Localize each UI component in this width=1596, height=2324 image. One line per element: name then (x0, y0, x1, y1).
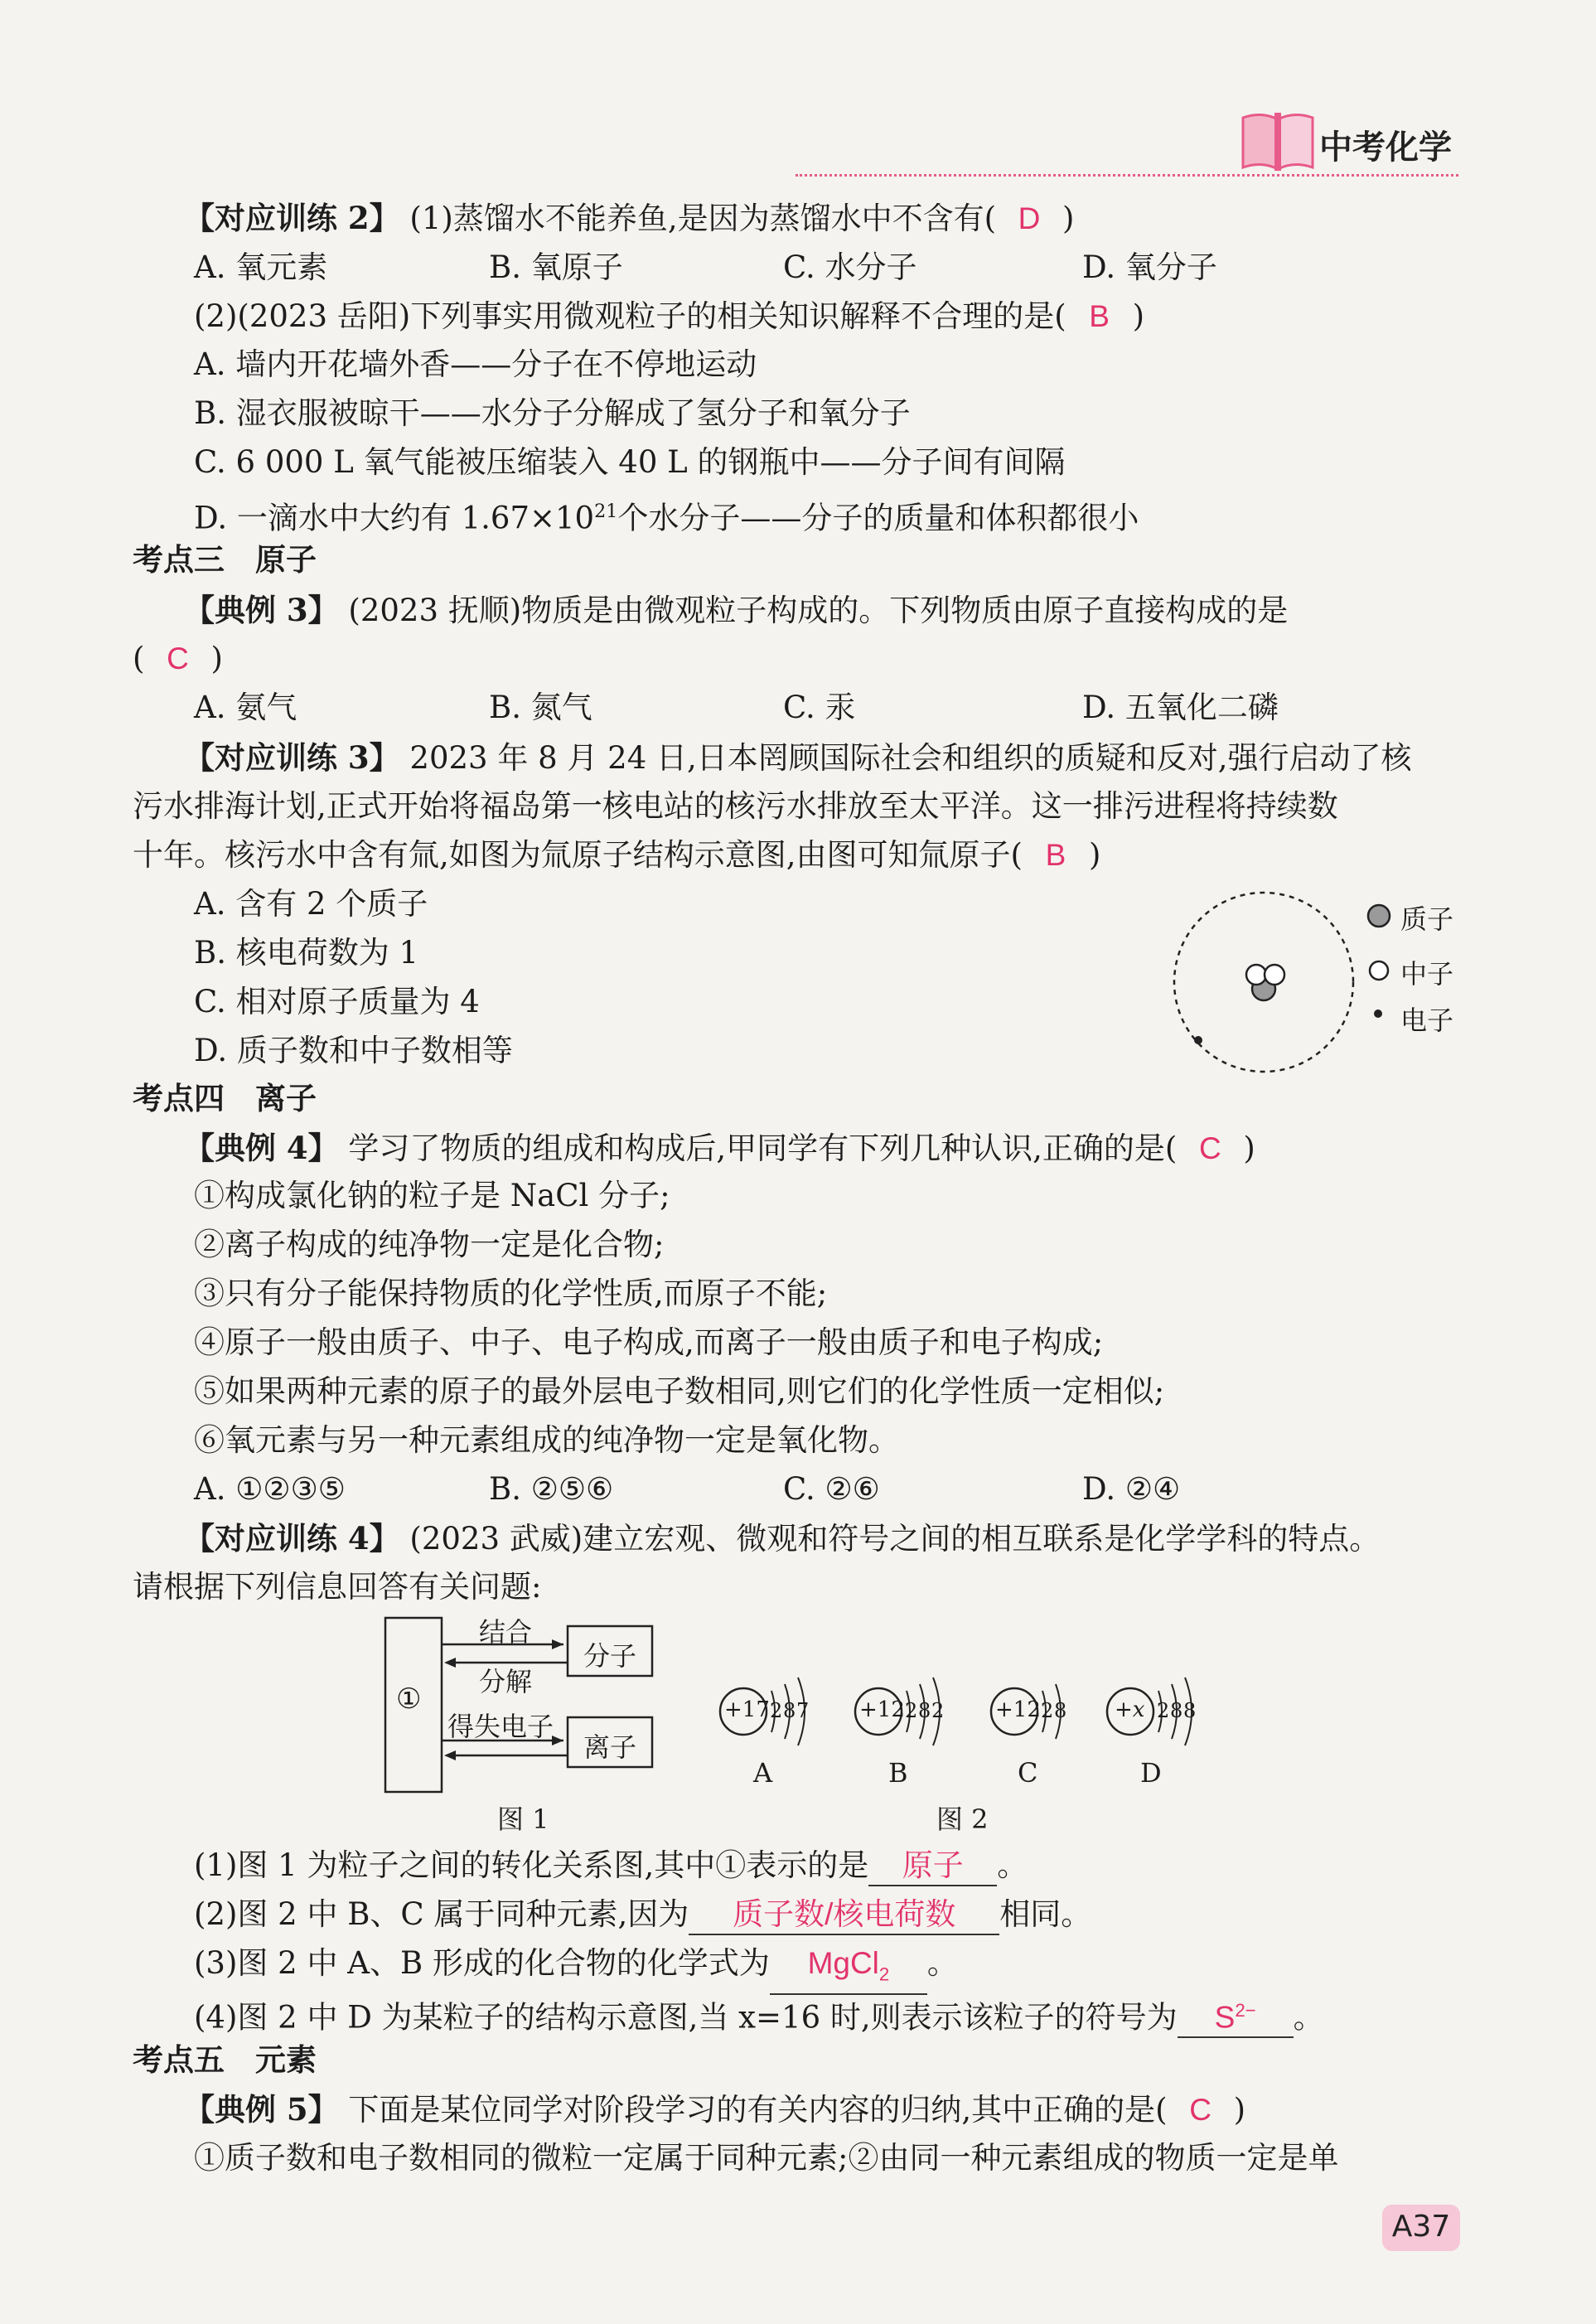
atom-d-shell1: 2 (1157, 1699, 1170, 1722)
electron-dot (1194, 1036, 1202, 1044)
atom-d-nucleus: +x (1115, 1697, 1145, 1722)
train2-q2-close: ) (1132, 298, 1145, 334)
tritium-atom-diagram (1160, 879, 1367, 1086)
train3-opt-b: B. 核电荷数为 1 (194, 935, 419, 971)
section-5-title: 考点五 元素 (133, 2042, 317, 2078)
train2-q2-text: (2)(2023 岳阳)下列事实用微观粒子的相关知识解释不合理的是( (194, 298, 1066, 334)
train2-q1-text: (1)蒸馏水不能养鱼,是因为蒸馏水中不含有( (409, 201, 997, 236)
example3-answer: C (167, 642, 189, 675)
example5-label: 【典例 5】 (184, 2091, 339, 2128)
legend-electron: 电子 (1400, 1005, 1454, 1036)
train3-text1: 2023 年 8 月 24 日,日本罔顾国际社会和组织的质疑和反对,强行启动了核 (409, 740, 1412, 776)
train4-q2-text: (2)图 2 中 B、C 属于同种元素,因为 (194, 1896, 689, 1932)
train3-opt-c: C. 相对原子质量为 4 (194, 984, 480, 1019)
legend-proton: 质子 (1400, 903, 1454, 935)
atom-b-shell2: 8 (918, 1699, 931, 1722)
atom-a (717, 1674, 816, 1789)
example4-opt-b: B. ②⑤⑥ (489, 1471, 614, 1507)
train4-q4 (194, 1992, 1324, 2038)
example5-line2: ①质子数和电子数相同的微粒一定属于同种元素;②由同一种元素组成的物质一定是单 (194, 2140, 1339, 2176)
train4-q3 (194, 1943, 958, 1995)
figure1-label-electron: 得失电子 (447, 1711, 554, 1742)
train4-q4-answer-base: S (1214, 2000, 1236, 2035)
train4-q1-answer: 原子 (868, 1847, 997, 1886)
neutron-legend-icon (1366, 958, 1391, 983)
example4-item-3: ③只有分子能保持物质的化学性质,而原子不能; (194, 1276, 828, 1311)
train4-q1-end: 。 (997, 1847, 1028, 1883)
example5 (184, 2089, 1245, 2131)
atom-d-shell3: 8 (1183, 1699, 1197, 1722)
train4-q4-text: (4)图 2 中 D 为某粒子的结构示意图,当 x=16 时,则表示该粒子的符号为 (194, 1999, 1178, 2036)
section-3-title: 考点三 原子 (133, 542, 317, 578)
figure1-box-molecule: 分子 (583, 1640, 637, 1672)
train2-q1-opt-c: C. 水分子 (783, 249, 917, 285)
neutron-dot-2 (1265, 965, 1284, 985)
atom-b-shell3: 2 (931, 1699, 945, 1722)
atom-d-label: D (1140, 1757, 1162, 1789)
atom-a-label: A (753, 1757, 773, 1789)
example4 (184, 1127, 1255, 1169)
example4-opt-c: C. ②⑥ (783, 1471, 880, 1507)
figure1-center: ① (396, 1682, 422, 1716)
example4-label: 【典例 4】 (184, 1130, 339, 1166)
page-number: A37 (1391, 2210, 1451, 2244)
example3-opt-a: A. 氨气 (194, 690, 297, 725)
train2-q2-answer: B (1089, 299, 1110, 333)
train4-text1: (2023 武威)建立宏观、微观和符号之间的相互联系是化学学科的特点。 (409, 1521, 1381, 1557)
atom-a-shell3: 7 (796, 1699, 810, 1722)
train4-q2 (194, 1894, 1091, 1935)
train4-q3-text: (3)图 2 中 A、B 形成的化合物的化学式为 (194, 1945, 770, 1981)
train3-line2: 污水排海计划,正式开始将福岛第一核电站的核污水排放至太平洋。这一排污进程将持续数 (133, 788, 1338, 824)
page-number-badge (1382, 2205, 1460, 2251)
atom-d (1104, 1674, 1203, 1789)
header-title: 中考化学 (1319, 128, 1452, 167)
train3-line3 (133, 835, 1100, 876)
train4-q2-end: 相同。 (999, 1896, 1092, 1932)
train2-q1 (184, 197, 1074, 240)
atom-b-shell1: 2 (905, 1699, 918, 1722)
train4-line2: 请根据下列信息回答有关问题: (133, 1569, 542, 1605)
figure2-caption: 图 2 (936, 1804, 989, 1835)
train4-q4-end: 。 (1293, 1999, 1324, 2036)
train3-text3: 十年。核污水中含有氚,如图为氚原子结构示意图,由图可知氚原子( (133, 837, 1023, 873)
atom-d-shell2: 8 (1170, 1699, 1183, 1722)
example3-close: ) (210, 641, 223, 676)
train4-q3-end: 。 (926, 1945, 958, 1981)
example4-close: ) (1243, 1131, 1255, 1166)
example4-item-5: ⑤如果两种元素的原子的最外层电子数相同,则它们的化学性质一定相似; (194, 1373, 1165, 1409)
example3-label: 【典例 3】 (184, 592, 339, 628)
train4-q1-text: (1)图 1 为粒子之间的转化关系图,其中①表示的是 (194, 1847, 869, 1883)
example4-item-6: ⑥氧元素与另一种元素组成的纯净物一定是氧化物。 (194, 1422, 899, 1458)
example4-item-1: ①构成氯化钠的粒子是 NaCl 分子; (194, 1178, 670, 1213)
example3-opt-b: B. 氮气 (489, 690, 592, 725)
atom-a-nucleus: +17 (724, 1697, 770, 1722)
example4-answer: C (1199, 1131, 1221, 1165)
atom-c-shell1: 2 (1041, 1699, 1054, 1722)
train3-label: 【对应训练 3】 (184, 739, 400, 776)
figure1-label-combine: 结合 (479, 1616, 533, 1648)
train4-label: 【对应训练 4】 (184, 1520, 400, 1557)
example3-opt-d: D. 五氧化二磷 (1082, 690, 1279, 725)
train2-q2-opt-d-a: D. 一滴水中大约有 1.67×10 (194, 500, 595, 536)
example3-answer-line (133, 638, 223, 680)
example3-opt-c: C. 汞 (783, 690, 856, 725)
train2-q1-opt-b: B. 氧原子 (489, 249, 623, 285)
atom-c-nucleus: +12 (995, 1697, 1041, 1722)
example3 (184, 589, 1288, 632)
figure1-label-decompose: 分解 (479, 1666, 533, 1697)
header-rule (796, 174, 1458, 177)
atom-b-nucleus: +12 (859, 1697, 905, 1722)
proton-legend-icon (1365, 902, 1393, 930)
train4-q3-answer-sub: 2 (878, 1963, 890, 1985)
example4-opt-a: A. ①②③⑤ (194, 1471, 346, 1507)
example4-opt-d: D. ②④ (1082, 1471, 1181, 1507)
example4-text: 学习了物质的组成和构成后,甲同学有下列几种认识,正确的是( (348, 1131, 1178, 1166)
train2-q2-opt-b: B. 湿衣服被晾干——水分子分解成了氢分子和氧分子 (194, 395, 911, 431)
example5-text: 下面是某位同学对阶段学习的有关内容的归纳,其中正确的是( (348, 2092, 1168, 2128)
section-4-title: 考点四 离子 (133, 1081, 317, 1116)
train4-q4-answer-sup: 2− (1235, 2000, 1256, 2021)
atom-a-shell2: 8 (783, 1699, 796, 1722)
page-header (0, 0, 1596, 191)
train3-answer: B (1045, 838, 1066, 872)
train2-q2-opt-d-b: 个水分子——分子的质量和体积都很小 (617, 500, 1139, 536)
train4-q3-answer-base: MgCl (807, 1946, 879, 1980)
train3-line1 (184, 737, 1412, 779)
train2-q1-answer: D (1018, 201, 1041, 235)
atom-a-shell1: 2 (770, 1699, 783, 1722)
example5-close: ) (1233, 2092, 1246, 2128)
atom-c-label: C (1018, 1757, 1038, 1789)
example4-item-2: ②离子构成的纯净物一定是化合物; (194, 1227, 665, 1262)
example3-text: (2023 抚顺)物质是由微观粒子构成的。下列物质由原子直接构成的是 (348, 593, 1289, 628)
example5-answer: C (1189, 2093, 1212, 2127)
train2-q1-close: ) (1062, 201, 1075, 236)
atom-b (852, 1674, 951, 1789)
train3-opt-d: D. 质子数和中子数相等 (194, 1033, 513, 1068)
train4-q4-answer (1178, 1992, 1294, 2038)
example4-item-4: ④原子一般由质子、中子、电子构成,而离子一般由质子和电子构成; (194, 1324, 1104, 1360)
figure1-box-ion: 离子 (583, 1731, 637, 1763)
book-icon (1236, 109, 1319, 176)
train2-q2-opt-d (194, 491, 1139, 539)
train4-line1 (184, 1518, 1380, 1560)
electron-legend-icon (1371, 1007, 1385, 1020)
train2-q1-opt-d: D. 氧分子 (1082, 249, 1217, 285)
figure1-caption: 图 1 (497, 1804, 549, 1835)
train4-q3-answer (770, 1944, 927, 1995)
atom-c (988, 1674, 1087, 1789)
train3-opt-a: A. 含有 2 个质子 (194, 886, 428, 922)
atom-b-label: B (888, 1757, 908, 1789)
legend-neutron: 中子 (1400, 958, 1454, 990)
train2-q2-opt-d-exp: 21 (594, 501, 618, 522)
train2-q2-opt-a: A. 墙内开花墙外香——分子在不停地运动 (194, 346, 757, 382)
atom-c-shell2: 8 (1054, 1699, 1067, 1722)
train4-q2-answer: 质子数/核电荷数 (689, 1896, 999, 1935)
train4-q1 (194, 1845, 1028, 1886)
train3-close: ) (1088, 837, 1101, 873)
train2-q1-opt-a: A. 氧元素 (194, 249, 328, 285)
train2-label: 【对应训练 2】 (184, 200, 400, 236)
neutron-dot-1 (1246, 965, 1266, 985)
train2-q2-opt-c: C. 6 000 L 氧气能被压缩装入 40 L 的钢瓶中——分子间有间隔 (194, 444, 1066, 480)
train2-q2 (194, 296, 1144, 337)
example3-open: ( (133, 641, 145, 676)
